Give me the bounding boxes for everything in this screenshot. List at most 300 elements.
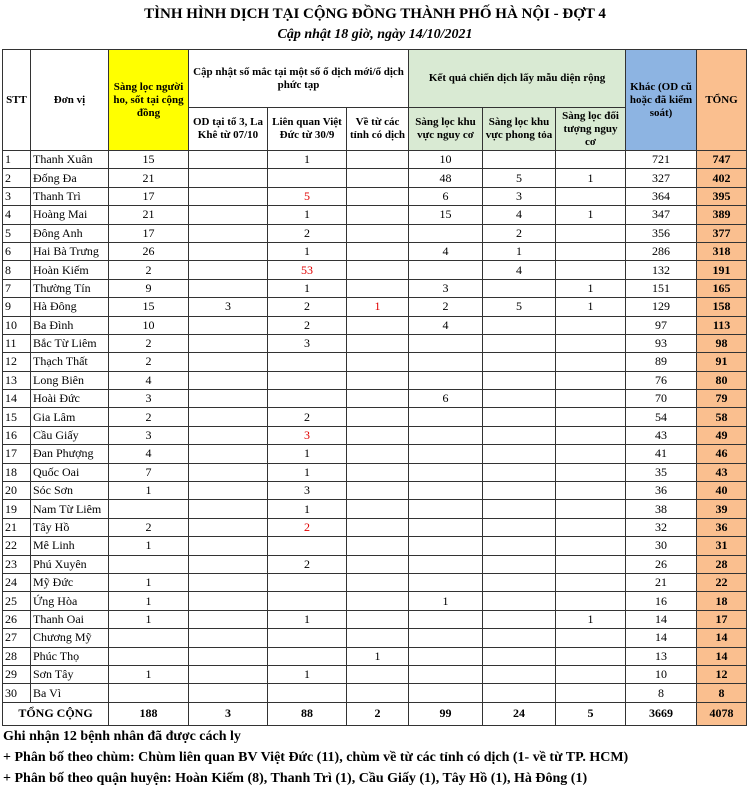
- row-stt: 21: [3, 518, 31, 536]
- cell-lockdown-area: 5: [483, 169, 556, 187]
- cell-total: 79: [697, 390, 747, 408]
- table-row: [3, 573, 747, 591]
- cell-risk-group: 1: [556, 169, 626, 187]
- cell-lockdown-area: 3: [483, 187, 556, 205]
- cell-from-provinces: [347, 592, 409, 610]
- table-row: [3, 353, 747, 371]
- cell-total: 389: [697, 206, 747, 224]
- sum-od-to3: 3: [189, 702, 268, 725]
- row-stt: 12: [3, 353, 31, 371]
- cell-viet-duc: 1: [268, 242, 347, 260]
- row-stt: 8: [3, 261, 31, 279]
- cell-other: 89: [626, 353, 697, 371]
- sum-screening: 188: [109, 702, 189, 725]
- cell-lockdown-area: [483, 445, 556, 463]
- cell-risk-group: [556, 371, 626, 389]
- cell-other: 16: [626, 592, 697, 610]
- cell-od-to3: [189, 242, 268, 260]
- cell-from-provinces: [347, 426, 409, 444]
- cell-other: 21: [626, 573, 697, 591]
- row-stt: 28: [3, 647, 31, 665]
- cell-total: 402: [697, 169, 747, 187]
- notes: [3, 726, 747, 789]
- note-line: + Phân bố theo chùm: Chùm liên quan BV Việt Đức (11), chùm về từ các tỉnh có dịch (1- về từ TP. HCM): [3, 750, 629, 765]
- cell-from-provinces: [347, 665, 409, 683]
- sum-total: 4078: [697, 702, 747, 725]
- cell-risk-group: 1: [556, 610, 626, 628]
- cell-from-provinces: [347, 316, 409, 334]
- cell-screening: 2: [109, 353, 189, 371]
- cell-viet-duc: 1: [268, 151, 347, 169]
- cell-od-to3: [189, 224, 268, 242]
- cell-risk-group: [556, 555, 626, 573]
- row-unit: Quốc Oai: [31, 463, 109, 481]
- sum-risk-area: 99: [409, 702, 483, 725]
- sum-label: TỔNG CỘNG: [3, 702, 109, 725]
- cell-risk-group: [556, 408, 626, 426]
- cell-risk-group: [556, 151, 626, 169]
- sum-other: 3669: [626, 702, 697, 725]
- cell-lockdown-area: [483, 371, 556, 389]
- cell-screening: 7: [109, 463, 189, 481]
- cell-viet-duc: 1: [268, 610, 347, 628]
- row-stt: 17: [3, 445, 31, 463]
- cell-od-to3: [189, 206, 268, 224]
- cell-risk-area: 48: [409, 169, 483, 187]
- cell-screening: 2: [109, 261, 189, 279]
- cell-from-provinces: [347, 463, 409, 481]
- table-row: [3, 206, 747, 224]
- cell-from-provinces: [347, 445, 409, 463]
- table-row: [3, 261, 747, 279]
- table-row: [3, 647, 747, 665]
- cell-risk-group: [556, 684, 626, 702]
- header-unit: Đơn vị: [31, 50, 109, 151]
- statistics-table: [2, 49, 747, 726]
- cell-screening: 3: [109, 426, 189, 444]
- cell-total: 31: [697, 537, 747, 555]
- cell-screening: [109, 555, 189, 573]
- cell-viet-duc: 1: [268, 279, 347, 297]
- cell-risk-group: [556, 242, 626, 260]
- cell-total: 49: [697, 426, 747, 444]
- cell-total: 22: [697, 573, 747, 591]
- cell-screening: 15: [109, 151, 189, 169]
- cell-risk-area: [409, 518, 483, 536]
- cell-total: 12: [697, 665, 747, 683]
- cell-risk-group: [556, 334, 626, 352]
- cell-screening: 15: [109, 298, 189, 316]
- cell-lockdown-area: 1: [483, 242, 556, 260]
- table-row: [3, 298, 747, 316]
- row-stt: 10: [3, 316, 31, 334]
- row-unit: Thạch Thất: [31, 353, 109, 371]
- cell-viet-duc: [268, 353, 347, 371]
- cell-screening: [109, 500, 189, 518]
- cell-od-to3: [189, 261, 268, 279]
- cell-other: 35: [626, 463, 697, 481]
- cell-from-provinces: [347, 242, 409, 260]
- row-stt: 13: [3, 371, 31, 389]
- cell-other: 10: [626, 665, 697, 683]
- cell-from-provinces: [347, 261, 409, 279]
- header-screening: Sàng lọc người ho, sốt tại cộng đồng: [109, 50, 189, 151]
- table-row: [3, 169, 747, 187]
- cell-risk-area: [409, 610, 483, 628]
- cell-screening: [109, 684, 189, 702]
- cell-total: 98: [697, 334, 747, 352]
- cell-risk-group: [556, 463, 626, 481]
- cell-risk-group: 1: [556, 279, 626, 297]
- cell-lockdown-area: [483, 408, 556, 426]
- cell-viet-duc: 1: [268, 665, 347, 683]
- cell-from-provinces: [347, 482, 409, 500]
- cell-other: 70: [626, 390, 697, 408]
- cell-other: 13: [626, 647, 697, 665]
- cell-risk-area: 1: [409, 592, 483, 610]
- cell-od-to3: [189, 592, 268, 610]
- sum-viet-duc: 88: [268, 702, 347, 725]
- cell-od-to3: [189, 371, 268, 389]
- cell-screening: 10: [109, 316, 189, 334]
- cell-lockdown-area: [483, 629, 556, 647]
- table-row: [3, 629, 747, 647]
- row-unit: Chương Mỹ: [31, 629, 109, 647]
- row-stt: 4: [3, 206, 31, 224]
- cell-od-to3: [189, 426, 268, 444]
- row-stt: 2: [3, 169, 31, 187]
- row-unit: Hoàng Mai: [31, 206, 109, 224]
- header-viet-duc: Liên quan Việt Đức từ 30/9: [268, 108, 347, 151]
- cell-lockdown-area: [483, 482, 556, 500]
- cell-from-provinces: [347, 371, 409, 389]
- table-row: [3, 426, 747, 444]
- cell-from-provinces: [347, 187, 409, 205]
- table-row: [3, 316, 747, 334]
- cell-from-provinces: [347, 610, 409, 628]
- cell-viet-duc: [268, 371, 347, 389]
- sum-risk-group: 5: [556, 702, 626, 725]
- cell-risk-area: [409, 665, 483, 683]
- row-unit: Tây Hồ: [31, 518, 109, 536]
- cell-lockdown-area: 4: [483, 261, 556, 279]
- cell-screening: 2: [109, 518, 189, 536]
- cell-lockdown-area: [483, 334, 556, 352]
- cell-other: 38: [626, 500, 697, 518]
- header-lockdown-area: Sàng lọc khu vực phong tỏa: [483, 108, 556, 151]
- row-stt: 23: [3, 555, 31, 573]
- cell-total: 17: [697, 610, 747, 628]
- row-stt: 18: [3, 463, 31, 481]
- cell-risk-area: 15: [409, 206, 483, 224]
- cell-other: 43: [626, 426, 697, 444]
- cell-od-to3: [189, 500, 268, 518]
- cell-od-to3: [189, 187, 268, 205]
- cell-other: 76: [626, 371, 697, 389]
- cell-total: 46: [697, 445, 747, 463]
- page-title: TÌNH HÌNH DỊCH TẠI CỘNG ĐỒNG THÀNH PHỐ HÀ NỘI - ĐỢT 4: [144, 6, 606, 22]
- row-stt: 6: [3, 242, 31, 260]
- cell-total: 113: [697, 316, 747, 334]
- row-unit: Mỹ Đức: [31, 573, 109, 591]
- cell-risk-area: [409, 647, 483, 665]
- cell-lockdown-area: [483, 684, 556, 702]
- cell-viet-duc: 2: [268, 555, 347, 573]
- cell-from-provinces: [347, 500, 409, 518]
- cell-od-to3: 3: [189, 298, 268, 316]
- row-unit: Hai Bà Trưng: [31, 242, 109, 260]
- cell-from-provinces: [347, 518, 409, 536]
- cell-screening: 4: [109, 371, 189, 389]
- cell-od-to3: [189, 408, 268, 426]
- cell-screening: [109, 647, 189, 665]
- cell-total: 28: [697, 555, 747, 573]
- row-stt: 19: [3, 500, 31, 518]
- row-unit: Phú Xuyên: [31, 555, 109, 573]
- cell-risk-group: [556, 537, 626, 555]
- row-unit: Nam Từ Liêm: [31, 500, 109, 518]
- cell-od-to3: [189, 537, 268, 555]
- cell-risk-group: [556, 445, 626, 463]
- cell-risk-area: [409, 408, 483, 426]
- cell-other: 36: [626, 482, 697, 500]
- cell-risk-group: 1: [556, 298, 626, 316]
- cell-risk-area: 3: [409, 279, 483, 297]
- cell-viet-duc: [268, 647, 347, 665]
- cell-lockdown-area: [483, 537, 556, 555]
- cell-screening: 4: [109, 445, 189, 463]
- cell-risk-group: [556, 592, 626, 610]
- cell-od-to3: [189, 647, 268, 665]
- cell-viet-duc: 1: [268, 206, 347, 224]
- cell-viet-duc: 2: [268, 298, 347, 316]
- cell-od-to3: [189, 684, 268, 702]
- cell-lockdown-area: [483, 279, 556, 297]
- cell-risk-area: [409, 500, 483, 518]
- cell-total: 14: [697, 629, 747, 647]
- cell-from-provinces: 1: [347, 647, 409, 665]
- row-unit: Long Biên: [31, 371, 109, 389]
- cell-viet-duc: 1: [268, 445, 347, 463]
- cell-other: 26: [626, 555, 697, 573]
- row-stt: 16: [3, 426, 31, 444]
- cell-risk-group: [556, 629, 626, 647]
- cell-risk-area: [409, 684, 483, 702]
- row-stt: 22: [3, 537, 31, 555]
- cell-screening: 1: [109, 665, 189, 683]
- cell-total: 80: [697, 371, 747, 389]
- cell-viet-duc: 2: [268, 408, 347, 426]
- cell-total: 747: [697, 151, 747, 169]
- cell-od-to3: [189, 169, 268, 187]
- cell-other: 97: [626, 316, 697, 334]
- header-od-to3: OD tại tổ 3, La Khê từ 07/10: [189, 108, 268, 151]
- cell-total: 36: [697, 518, 747, 536]
- cell-od-to3: [189, 555, 268, 573]
- cell-other: 347: [626, 206, 697, 224]
- cell-screening: 26: [109, 242, 189, 260]
- cell-risk-area: 4: [409, 316, 483, 334]
- cell-other: 32: [626, 518, 697, 536]
- cell-risk-group: [556, 518, 626, 536]
- cell-screening: [109, 629, 189, 647]
- table-row: [3, 408, 747, 426]
- cell-risk-group: [556, 353, 626, 371]
- cell-risk-group: [556, 573, 626, 591]
- cell-lockdown-area: [483, 573, 556, 591]
- cell-od-to3: [189, 463, 268, 481]
- cell-from-provinces: [347, 353, 409, 371]
- cell-other: 93: [626, 334, 697, 352]
- cell-risk-group: [556, 187, 626, 205]
- table-row: [3, 242, 747, 260]
- cell-screening: 1: [109, 573, 189, 591]
- row-stt: 26: [3, 610, 31, 628]
- sum-from-provinces: 2: [347, 702, 409, 725]
- cell-lockdown-area: [483, 426, 556, 444]
- table-row: [3, 390, 747, 408]
- cell-od-to3: [189, 518, 268, 536]
- cell-od-to3: [189, 279, 268, 297]
- header-total: TỔNG: [697, 50, 747, 151]
- cell-risk-area: [409, 482, 483, 500]
- cell-screening: 1: [109, 592, 189, 610]
- row-stt: 9: [3, 298, 31, 316]
- cell-total: 318: [697, 242, 747, 260]
- cell-from-provinces: [347, 151, 409, 169]
- cell-od-to3: [189, 334, 268, 352]
- cell-viet-duc: 2: [268, 518, 347, 536]
- cell-total: 58: [697, 408, 747, 426]
- cell-total: 158: [697, 298, 747, 316]
- cell-risk-area: [409, 426, 483, 444]
- cell-risk-area: [409, 463, 483, 481]
- cell-screening: 21: [109, 206, 189, 224]
- cell-total: 40: [697, 482, 747, 500]
- header-cluster-group: Cập nhật số mắc tại một số ổ dịch mới/ổ dịch phức tạp: [189, 50, 409, 108]
- cell-viet-duc: [268, 629, 347, 647]
- cell-from-provinces: [347, 537, 409, 555]
- sum-row: [3, 702, 747, 725]
- cell-from-provinces: [347, 555, 409, 573]
- cell-risk-group: [556, 224, 626, 242]
- cell-viet-duc: 3: [268, 482, 347, 500]
- cell-other: 8: [626, 684, 697, 702]
- cell-od-to3: [189, 151, 268, 169]
- cell-risk-area: 6: [409, 187, 483, 205]
- row-unit: Ba Vì: [31, 684, 109, 702]
- cell-risk-group: [556, 647, 626, 665]
- cell-risk-area: [409, 353, 483, 371]
- cell-lockdown-area: [483, 316, 556, 334]
- cell-risk-group: [556, 426, 626, 444]
- page-subtitle: Cập nhật 18 giờ, ngày 14/10/2021: [277, 27, 473, 42]
- table-row: [3, 445, 747, 463]
- cell-from-provinces: [347, 224, 409, 242]
- cell-other: 14: [626, 629, 697, 647]
- row-stt: 15: [3, 408, 31, 426]
- table-row: [3, 334, 747, 352]
- sum-lockdown-area: 24: [483, 702, 556, 725]
- row-stt: 3: [3, 187, 31, 205]
- cell-screening: 17: [109, 187, 189, 205]
- row-stt: 14: [3, 390, 31, 408]
- cell-other: 327: [626, 169, 697, 187]
- cell-od-to3: [189, 665, 268, 683]
- cell-total: 39: [697, 500, 747, 518]
- cell-total: 165: [697, 279, 747, 297]
- cell-risk-area: [409, 555, 483, 573]
- cell-viet-duc: 2: [268, 316, 347, 334]
- cell-lockdown-area: [483, 665, 556, 683]
- cell-from-provinces: [347, 629, 409, 647]
- cell-total: 91: [697, 353, 747, 371]
- cell-viet-duc: [268, 390, 347, 408]
- header-stt: STT: [3, 50, 31, 151]
- cell-from-provinces: [347, 408, 409, 426]
- table-row: [3, 151, 747, 169]
- row-unit: Phúc Thọ: [31, 647, 109, 665]
- cell-lockdown-area: [483, 353, 556, 371]
- cell-risk-group: [556, 316, 626, 334]
- cell-screening: 1: [109, 610, 189, 628]
- cell-risk-group: [556, 482, 626, 500]
- cell-lockdown-area: 5: [483, 298, 556, 316]
- cell-risk-group: [556, 261, 626, 279]
- row-unit: Hà Đông: [31, 298, 109, 316]
- table-row: [3, 463, 747, 481]
- cell-lockdown-area: 2: [483, 224, 556, 242]
- table-row: [3, 665, 747, 683]
- cell-other: 132: [626, 261, 697, 279]
- cell-risk-area: 4: [409, 242, 483, 260]
- row-unit: Thanh Xuân: [31, 151, 109, 169]
- row-unit: Thanh Trì: [31, 187, 109, 205]
- table-row: [3, 279, 747, 297]
- cell-risk-area: [409, 224, 483, 242]
- cell-lockdown-area: [483, 390, 556, 408]
- table-row: [3, 610, 747, 628]
- cell-lockdown-area: 4: [483, 206, 556, 224]
- table-row: [3, 187, 747, 205]
- table-row: [3, 592, 747, 610]
- row-stt: 25: [3, 592, 31, 610]
- cell-other: 721: [626, 151, 697, 169]
- cell-total: 8: [697, 684, 747, 702]
- cell-od-to3: [189, 482, 268, 500]
- cell-total: 191: [697, 261, 747, 279]
- cell-lockdown-area: [483, 151, 556, 169]
- cell-risk-area: 2: [409, 298, 483, 316]
- cell-risk-area: 10: [409, 151, 483, 169]
- cell-from-provinces: [347, 169, 409, 187]
- cell-lockdown-area: [483, 555, 556, 573]
- cell-risk-group: [556, 390, 626, 408]
- cell-viet-duc: 3: [268, 334, 347, 352]
- row-unit: Hoàn Kiếm: [31, 261, 109, 279]
- cell-od-to3: [189, 573, 268, 591]
- cell-viet-duc: 1: [268, 500, 347, 518]
- table-row: [3, 482, 747, 500]
- cell-total: 14: [697, 647, 747, 665]
- header-risk-area: Sàng lọc khu vực nguy cơ: [409, 108, 483, 151]
- cell-screening: 1: [109, 482, 189, 500]
- cell-from-provinces: 1: [347, 298, 409, 316]
- table-row: [3, 684, 747, 702]
- cell-screening: 2: [109, 408, 189, 426]
- cell-risk-area: [409, 445, 483, 463]
- row-unit: Hoài Đức: [31, 390, 109, 408]
